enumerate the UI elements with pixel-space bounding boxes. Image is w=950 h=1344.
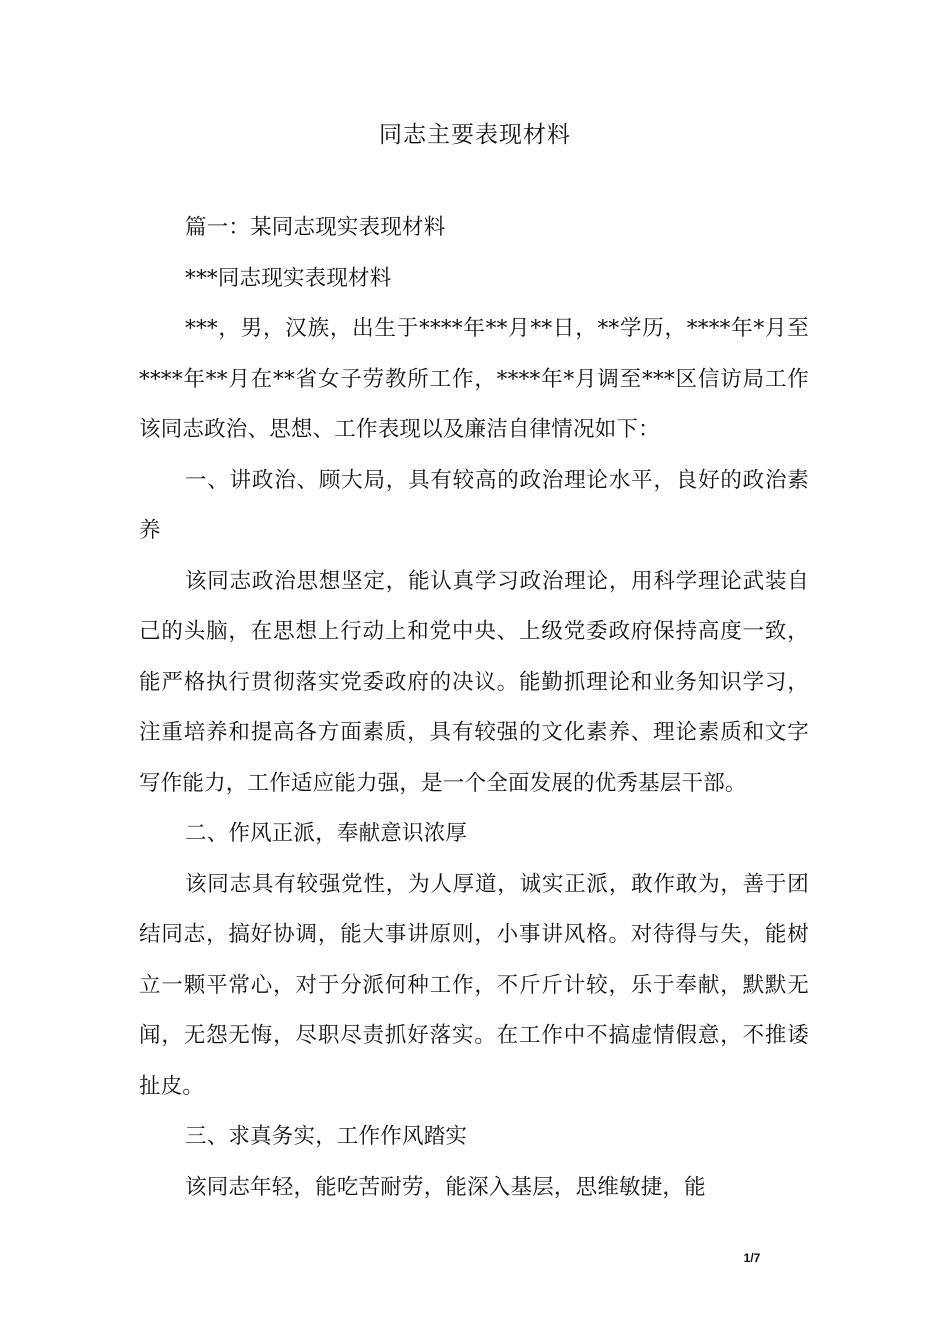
paragraph-personal-info: ***，男，汉族，出生于****年**月**日，**学历，****年*月至****年**月在**省女子劳教所工作，****年*月调至***区信访局工作该同志政治、思想、工作表现以及廉洁自律情况如下： [139,316,809,442]
paragraph-political: 该同志政治思想坚定，能认真学习政治理论，用科学理论武装自己的头脑，在思想上行动上和党中央、上级党委政府保持高度一致，能严格执行贯彻落实党委政府的决议。能勤抓理论和业务知识学习，注重培养和提高各方面素质，具有较强的文化素养、理论素质和文字写作能力，工作适应能力强，是一个全面发展的优秀基层干部。 [139,568,809,796]
paragraph-heading-2: 二、作风正派，奉献意识浓厚 [185,821,468,846]
paragraph-heading-3: 三、求真务实，工作作风踏实 [185,1124,468,1149]
document-body [139,203,809,1213]
paragraph-work-style: 该同志年轻，能吃苦耐劳，能深入基层，思维敏捷，能 [185,1174,706,1200]
paragraph-section-heading: 篇一：某同志现实表现材料 [185,215,446,240]
page-number: 1/7 [743,1251,761,1265]
document-title: 同志主要表现材料 [379,122,571,148]
paragraph-conduct: 该同志具有较强党性，为人厚道，诚实正派，敢作敢为，善于团结同志，搞好协调，能大事讲原则，小事讲风格。对待得与失，能树立一颗平常心，对于分派何种工作，不斤斤计较，乐于奉献，默默无闻，无怨无悔，尽职尽责抓好落实。在工作中不搞虚情假意，不推诿扯皮。 [139,871,809,1099]
paragraph-heading-1: 一、讲政治、顾大局，具有较高的政治理论水平，良好的政治素养 [139,467,809,543]
paragraph-material-title: ***同志现实表现材料 [185,265,392,291]
